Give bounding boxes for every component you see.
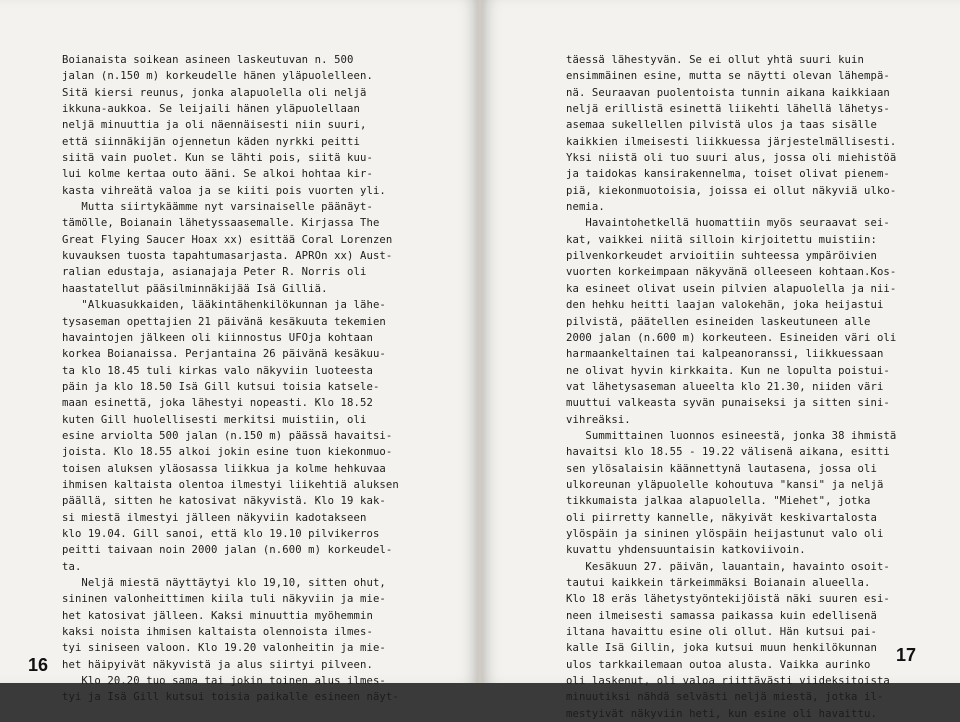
text-line: jalan (n.150 m) korkeudelle hänen yläpuolelleen. bbox=[62, 70, 373, 83]
text-line: ylöspäin ja sininen ylöspäin heijastunut valo oli bbox=[566, 527, 884, 540]
text-line: sen ylösalaisin käännettynä lautasena, jossa oli bbox=[566, 462, 877, 475]
text-line: kuten Gill huolellisesti merkitsi muistiin, oli bbox=[62, 413, 367, 426]
text-line: kasta vihreätä valoa ja se kiiti pois vuorten yli. bbox=[62, 184, 386, 197]
text-line: ikkuna-aukkoa. Se leijaili hänen yläpuolellaan bbox=[62, 103, 360, 116]
text-line: Great Flying Saucer Hoax xx) esittää Coral Lorenzen bbox=[62, 233, 393, 246]
text-line: neen ilmeisesti samassa paikassa kuin edellisenä bbox=[566, 609, 877, 622]
text-line: ta. bbox=[62, 560, 82, 573]
text-line: ta klo 18.45 tuli kirkas valo näkyviin luoteesta bbox=[62, 364, 373, 377]
text-line: nemia. bbox=[566, 201, 605, 214]
text-line: kuvauksen tuosta tapahtumasarjasta. APROn xx) Aust- bbox=[62, 250, 393, 263]
text-line: oli piirretty kannelle, näkyivät keskivartalosta bbox=[566, 511, 877, 524]
text-line: päällä, sitten he katosivat näkyvistä. Klo 19 kak- bbox=[62, 495, 386, 508]
text-line: peitti taivaan noin 2000 jalan (n.600 m) korkeudel- bbox=[62, 544, 393, 557]
text-line: siitä vain puolet. Kun se lähti pois, siitä kuu- bbox=[62, 152, 373, 165]
text-line: muuttui valkeasta syvän punaiseksi ja sitten sini- bbox=[566, 397, 890, 410]
text-line: ulos tarkkailemaan outoa alusta. Vaikka aurinko bbox=[566, 658, 871, 671]
text-line: Boianaista soikean asineen laskeutuvan n. 500 bbox=[62, 54, 354, 66]
text-line: vuorten korkeimpaan näkyvänä olleeseen kohtaan.Kos- bbox=[566, 266, 897, 279]
text-line: het häipyivät näkyvistä ja alus siirtyi pilveen. bbox=[62, 658, 373, 671]
text-line: ralian edustaja, asianajaja Peter R. Norris oli bbox=[62, 266, 367, 279]
text-line: Sitä kiersi reunus, jonka alapuolella oli neljä bbox=[62, 86, 367, 99]
text-line: ulkoreunan yläpuolelle kohoutuva "kansi" ja neljä bbox=[566, 478, 884, 491]
text-line: ihmisen kaltaista olentoa ilmestyi liikehtiä aluksen bbox=[62, 478, 399, 491]
text-line: Neljä miestä näyttäytyi klo 19,10, sitten ohut, bbox=[62, 577, 386, 589]
text-line: "Alkuasukkaiden, lääkintähenkilökunnan ja lähe- bbox=[62, 299, 386, 312]
book-gutter bbox=[478, 0, 482, 683]
text-line: Summittainen luonnos esineestä, jonka 38 ihmistä bbox=[566, 429, 897, 442]
text-line: ja taidokas kansirakennelma, toiset olivat pienem- bbox=[566, 168, 890, 181]
text-line: Kesäkuun 27. päivän, lauantain, havainto osoit- bbox=[566, 560, 890, 573]
text-line: iltana havaittu esine oli ollut. Hän kutsui pai- bbox=[566, 626, 877, 639]
text-line: 2000 jalan (n.600 m) korkeuteen. Esineiden väri oli bbox=[566, 331, 897, 344]
left-page bbox=[0, 0, 480, 704]
text-line: harmaankeltainen tai kalpeanoranssi, liikkuessaan bbox=[566, 348, 884, 361]
text-line: Klo 20.20 tuo sama tai jokin toinen alus ilmes- bbox=[62, 675, 386, 688]
right-page bbox=[480, 0, 960, 720]
text-line: mestyivät näkyviin heti, kun esine oli havaittu. bbox=[566, 707, 877, 720]
text-line: haastatellut pääsilminnäkijää Isä Gilliä. bbox=[62, 282, 328, 295]
text-line: kat, vaikkei niitä silloin kirjoitettu muistiin: bbox=[566, 233, 877, 246]
text-line: maan esinettä, joka lähestyi nopeasti. Klo 18.52 bbox=[62, 397, 373, 410]
text-line: kalle Isä Gillin, joka kutsui muun henkilökunnan bbox=[566, 642, 877, 655]
text-line: tikkumaista jalkaa alapuolella. "Miehet", jotka bbox=[566, 495, 871, 508]
text-line: asemaa sukellellen pilvistä ulos ja taas sisälle bbox=[566, 119, 877, 132]
text-line: tämölle, Boianain lähetyssaasemalle. Kirjassa The bbox=[62, 217, 380, 230]
text-line: kaikkien ilmeisesti liikkuessa järjestelmällisesti. bbox=[566, 135, 897, 148]
text-line: havaintojen jälkeen oli kiinnostus UFOja kohtaan bbox=[62, 331, 373, 344]
text-line: Havaintohetkellä huomattiin myös seuraavat sei- bbox=[566, 217, 890, 230]
left-page-number: 16 bbox=[28, 655, 49, 675]
text-line: tyi siniseen valoon. Klo 19.20 valonheitin ja mie- bbox=[62, 642, 386, 655]
left-page-text bbox=[62, 52, 462, 706]
text-line: vat lähetysaseman alueelta klo 21.30, niiden väri bbox=[566, 380, 884, 393]
text-line: ensimmäinen esine, mutta se näytti olevan lähempä- bbox=[566, 70, 890, 83]
text-line: havaitsi klo 18.55 - 19.22 välisenä aikana, esitti bbox=[566, 446, 890, 459]
text-line: tyi ja Isä Gill kutsui toisia paikalle esineen näyt- bbox=[62, 691, 399, 704]
text-line: toisen aluksen yläosassa liikkua ja kolme hehkuvaa bbox=[62, 462, 386, 475]
text-line: tautui kaikkein tärkeimmäksi Boianain alueella. bbox=[566, 577, 871, 589]
text-line: klo 19.04. Gill sanoi, että klo 19.10 pilvikerros bbox=[62, 527, 380, 540]
text-line: si miestä ilmestyi jälleen näkyviin kadotakseen bbox=[62, 511, 367, 524]
text-line: joista. Klo 18.55 alkoi jokin esine tuon kiekonmuo- bbox=[62, 446, 393, 459]
text-line: ka esineet olivat usein pilvien alapuolella ja nii- bbox=[566, 282, 897, 295]
text-line: neljä minuuttia ja oli näennäisesti niin suuri, bbox=[62, 119, 367, 132]
text-line: Klo 18 eräs lähetystyöntekijöistä näki suuren esi- bbox=[566, 593, 890, 606]
right-page-text bbox=[566, 52, 896, 722]
text-line: ne olivat hyvin kirkkaita. Kun ne lopulta poistui- bbox=[566, 364, 890, 377]
text-line: minuutiksi nähdä selvästi neljä miestä, jotka il- bbox=[566, 691, 884, 704]
text-line: pilvenkorkeudet arvioitiin suhteessa ympäröivien bbox=[566, 250, 877, 263]
text-line: kaksi noista ihmisen kaltaista olennoista ilmes- bbox=[62, 626, 373, 639]
right-page-number: 17 bbox=[896, 645, 917, 665]
text-line: päin ja klo 18.50 Isä Gill kutsui toisia katsele- bbox=[62, 380, 380, 393]
text-line: oli laskenut, oli valoa riittävästi viideksitoista bbox=[566, 675, 890, 688]
text-line: pilvistä, päätellen esineiden laskeutuneen alle bbox=[566, 315, 871, 328]
text-line: tysaseman opettajien 21 päivänä kesäkuuta tekemien bbox=[62, 315, 386, 328]
text-line: täessä lähestyvän. Se ei ollut yhtä suuri kuin bbox=[566, 54, 864, 66]
text-line: het katosivat jälleen. Kaksi minuuttia myöhemmin bbox=[62, 609, 373, 622]
text-line: den hehku heitti laajan valokehän, joka heijastui bbox=[566, 299, 884, 312]
text-line: korkea Boianaissa. Perjantaina 26 päivänä kesäkuu- bbox=[62, 348, 386, 361]
text-line: Yksi niistä oli tuo suuri alus, jossa oli miehistöä bbox=[566, 152, 897, 165]
text-line: nä. Seuraavan puolentoista tunnin aikana kaikkiaan bbox=[566, 86, 890, 99]
text-line: Mutta siirtykäämme nyt varsinaiselle päänäyt- bbox=[62, 201, 373, 214]
text-line: lui kolme kertaa outo ääni. Se alkoi hohtaa kir- bbox=[62, 168, 373, 181]
text-line: että siinnäkijän ojennetun käden nyrkki peitti bbox=[62, 135, 360, 148]
text-line: vihreäksi. bbox=[566, 413, 631, 426]
text-line: esine arviolta 500 jalan (n.150 m) päässä havaitsi- bbox=[62, 429, 393, 442]
text-line: kuvattu yhdensuuntaisin katkoviivoin. bbox=[566, 544, 806, 557]
text-line: piä, kiekonmuotoisia, joissa ei ollut näkyviä ulko- bbox=[566, 184, 897, 197]
text-line: sininen valonheittimen kiila tuli näkyviin ja mie- bbox=[62, 593, 386, 606]
text-line: neljä erillistä esinettä liikehti lähellä lähetys- bbox=[566, 103, 890, 116]
